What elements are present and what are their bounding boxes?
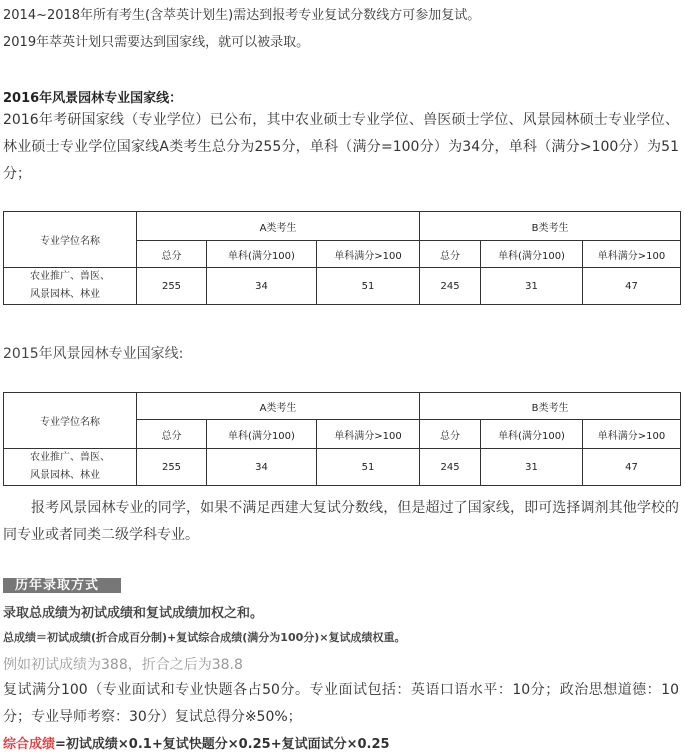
header-b-single-over-100: 单科满分>100 — [583, 241, 681, 268]
header-a-total: 总分 — [137, 241, 207, 268]
header-b-total: 总分 — [420, 241, 481, 268]
header-b-single-100: 单科(满分100) — [481, 241, 583, 268]
row-major-name — [4, 268, 137, 305]
header-a-single-100: 单科(满分100) — [207, 241, 317, 268]
cell-a-total: 255 — [137, 268, 207, 305]
header-b-total: 总分 — [420, 420, 481, 449]
header-class-b: B类考生 — [420, 212, 681, 241]
cell-a-single-100: 34 — [207, 449, 317, 486]
header-major: 专业学位名称 — [4, 212, 137, 268]
heading-2016: 2016年风景园林专业国家线： — [3, 91, 183, 106]
cell-b-single-100: 31 — [481, 449, 583, 486]
cell-a-single-over-100: 51 — [317, 268, 420, 305]
table-row — [4, 449, 681, 486]
cell-a-single-100: 34 — [207, 268, 317, 305]
admission-line-1: 录取总成绩为初试成绩和复试成绩加权之和。 — [3, 606, 264, 621]
section-tag-admission: 历年录取方式 — [3, 578, 121, 593]
header-b-single-over-100: 单科满分>100 — [583, 420, 681, 449]
heading-2015: 2015年风景园林专业国家线: — [3, 346, 184, 362]
composite-score-formula: =初试成绩×0.1+复试快题分×0.25+复试面试分×0.25 — [55, 737, 390, 752]
header-class-b: B类考生 — [420, 393, 681, 420]
header-class-a: A类考生 — [137, 393, 420, 420]
cell-b-single-over-100: 47 — [583, 268, 681, 305]
admission-line-4: 复试满分100（专业面试和专业快题各占50分。专业面试包括：英语口语水平：10分；政治思想道德：10分；专业导师考察：30分）复试总得分※50%； — [3, 682, 679, 725]
admission-line-2: 总成绩＝初试成绩(折合成百分制)+复试综合成绩(满分为100分)×复试成绩权重。 — [3, 631, 406, 644]
paragraph-2016: 2016年考研国家线（专业学位）已公布，其中农业硕士专业学位、兽医硕士学位、风景园林硕士专业学位、林业硕士专业学位国家线A类考生总分为255分，单科（满分=100分）为34分，单科（满分>100分）为51分； — [3, 112, 679, 182]
cell-a-single-over-100: 51 — [317, 449, 420, 486]
cell-b-total: 245 — [420, 268, 481, 305]
header-a-single-100: 单科(满分100) — [207, 420, 317, 449]
composite-score-label: 综合成绩 — [3, 737, 56, 752]
header-a-single-over-100: 单科满分>100 — [317, 241, 420, 268]
cell-a-total: 255 — [137, 449, 207, 486]
cell-b-total: 245 — [420, 449, 481, 486]
header-major: 专业学位名称 — [4, 393, 137, 449]
row-major-name-line-1: 农业推广、兽医、 — [30, 452, 110, 463]
row-major-name-line-2: 风景园林、林业 — [30, 289, 100, 300]
header-class-a: A类考生 — [137, 212, 420, 241]
cell-b-single-over-100: 47 — [583, 449, 681, 486]
row-major-name-line-1: 农业推广、兽医、 — [30, 271, 110, 282]
row-major-name — [4, 449, 137, 486]
header-b-single-100: 单科(满分100) — [481, 420, 583, 449]
admission-line-3: 例如初试成绩为388，折合之后为38.8 — [3, 657, 243, 673]
row-major-name-line-2: 风景园林、林业 — [30, 470, 100, 481]
intro-line-2: 2019年萃英计划只需要达到国家线，就可以被录取。 — [3, 35, 310, 50]
admission-line-5 — [3, 733, 390, 752]
table-row — [4, 268, 681, 305]
cell-b-single-100: 31 — [481, 268, 583, 305]
header-a-total: 总分 — [137, 420, 207, 449]
score-table-2016 — [3, 211, 681, 305]
intro-line-1: 2014~2018年所有考生(含萃英计划生)需达到报考专业复试分数线方可参加复试。 — [3, 8, 481, 23]
score-table-2015 — [3, 392, 681, 486]
advice-paragraph: 报考风景园林专业的同学，如果不满足西建大复试分数线，但是超过了国家线，即可选择调剂其他学校的同专业或者同类二级学科专业。 — [3, 500, 679, 543]
header-a-single-over-100: 单科满分>100 — [317, 420, 420, 449]
